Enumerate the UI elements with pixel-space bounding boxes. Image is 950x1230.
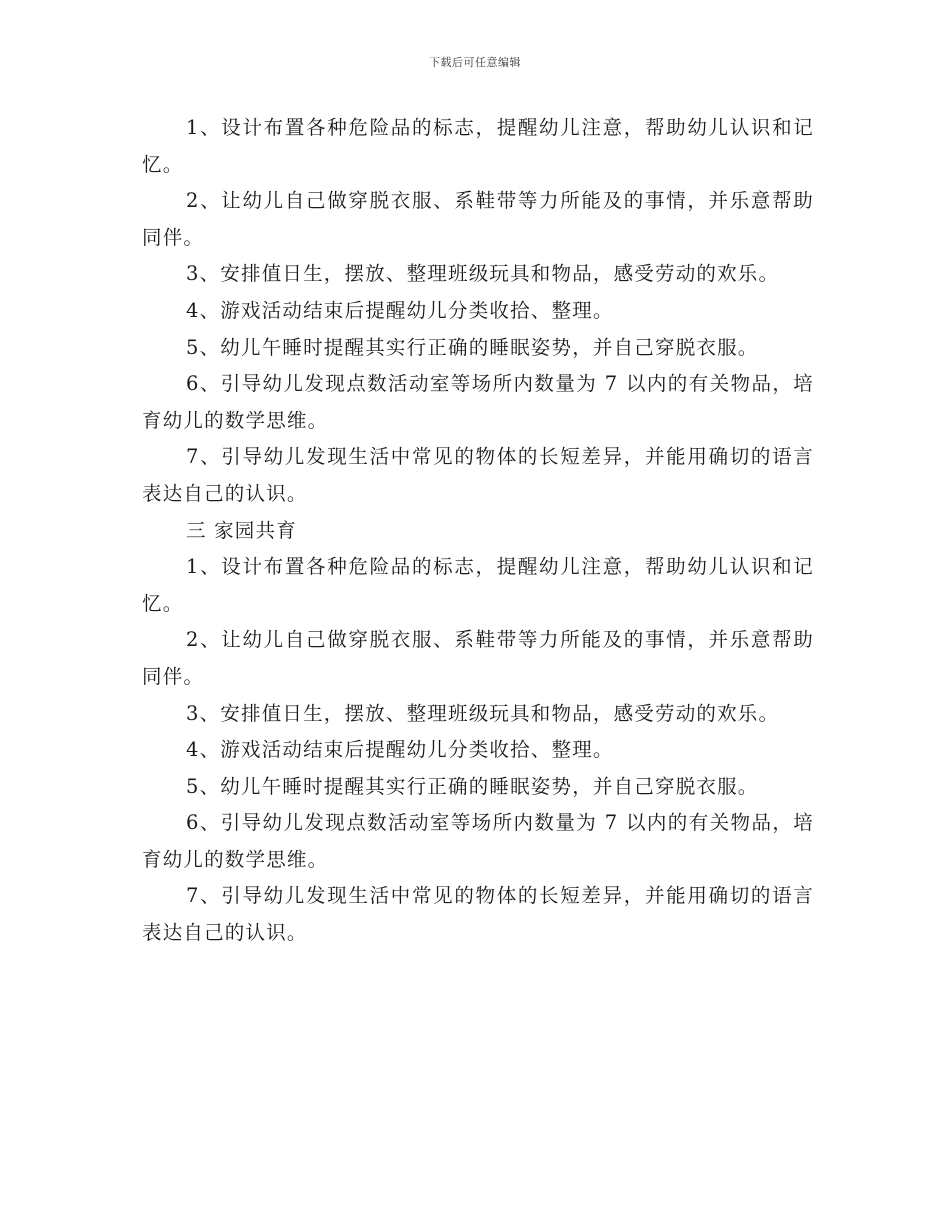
paragraph-item: 2、让幼儿自己做穿脱衣服、系鞋带等力所能及的事情，并乐意帮助同伴。	[142, 628, 814, 688]
paragraph-item: 3、安排值日生，摆放、整理班级玩具和物品，感受劳动的欢乐。	[186, 701, 780, 725]
header-note: 下载后可任意编辑	[429, 56, 521, 69]
paragraph-item: 1、设计布置各种危险品的标志，提醒幼儿注意，帮助幼儿认识和记忆。	[142, 555, 814, 615]
paragraph-item: 6、引导幼儿发现点数活动室等场所内数量为 7 以内的有关物品，培育幼儿的数学思维。	[142, 372, 814, 432]
document-body	[142, 110, 814, 952]
section-heading: 三 家园共育	[186, 518, 297, 542]
paragraph-item: 2、让幼儿自己做穿脱衣服、系鞋带等力所能及的事情，并乐意帮助同伴。	[142, 189, 814, 249]
paragraph-item: 7、引导幼儿发现生活中常见的物体的长短差异，并能用确切的语言表达自己的认识。	[142, 884, 814, 945]
paragraph-item: 5、幼儿午睡时提醒其实行正确的睡眠姿势，并自己穿脱衣服。	[186, 335, 759, 359]
paragraph-item: 7、引导幼儿发现生活中常见的物体的长短差异，并能用确切的语言表达自己的认识。	[142, 445, 814, 505]
paragraph-item: 5、幼儿午睡时提醒其实行正确的睡眠姿势，并自己穿脱衣服。	[186, 774, 759, 798]
paragraph-item: 4、游戏活动结束后提醒幼儿分类收拾、整理。	[186, 298, 614, 322]
paragraph-item: 6、引导幼儿发现点数活动室等场所内数量为 7 以内的有关物品，培育幼儿的数学思维。	[142, 811, 814, 871]
paragraph-item: 1、设计布置各种危险品的标志，提醒幼儿注意，帮助幼儿认识和记忆。	[142, 116, 814, 176]
paragraph-item: 4、游戏活动结束后提醒幼儿分类收拾、整理。	[186, 738, 614, 762]
paragraph-item: 3、安排值日生，摆放、整理班级玩具和物品，感受劳动的欢乐。	[186, 262, 780, 286]
